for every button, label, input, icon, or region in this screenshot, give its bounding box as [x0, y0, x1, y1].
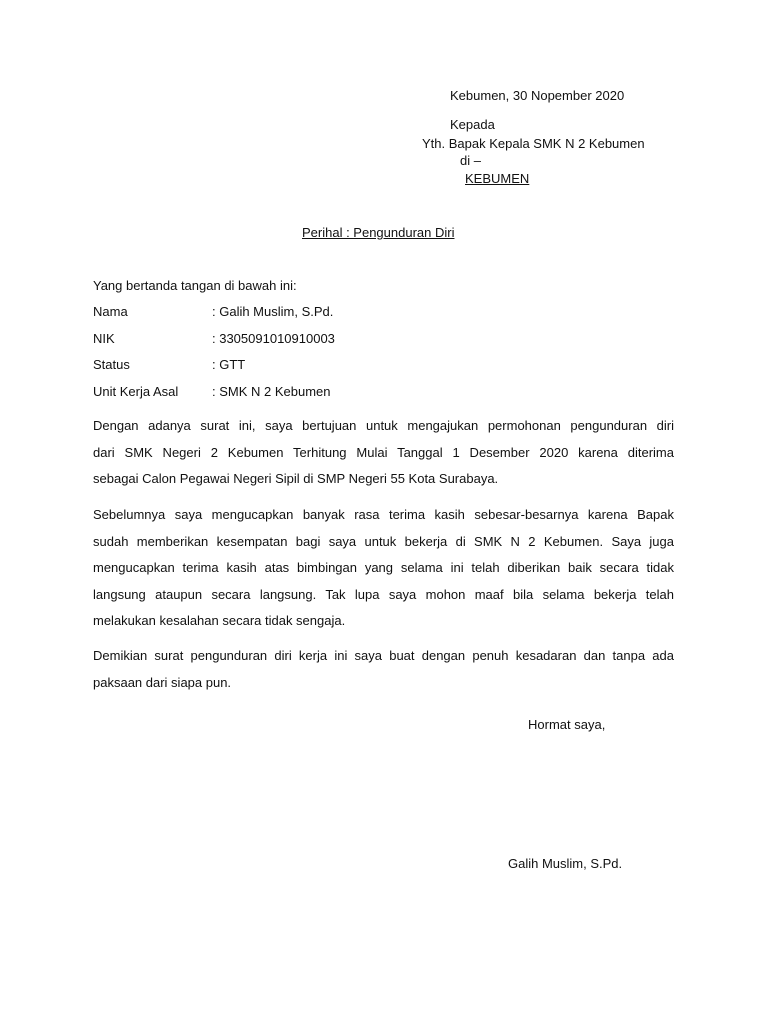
- closing-text: Hormat saya,: [528, 717, 606, 732]
- recipient-city: KEBUMEN: [465, 171, 530, 186]
- body-paragraph-3: [93, 643, 674, 696]
- paragraph-line: sudah memberikan kesempatan bagi saya untuk bekerja di SMK N 2 Kebumen. Saya juga: [93, 533, 674, 549]
- paragraph-line: Demikian surat pengunduran diri kerja ini saya buat dengan penuh kesadaran dan tanpa ada: [93, 648, 674, 663]
- field-label-status: Status: [93, 357, 130, 372]
- place-date: Kebumen, 30 Nopember 2020: [450, 88, 625, 103]
- paragraph-line: mengucapkan terima kasih atas bimbingan yang selama ini telah diberikan baik secara tidak: [93, 560, 674, 575]
- paragraph-line: Sebelumnya saya mengucapkan banyak rasa terima kasih sebesar-besarnya karena Bapak: [93, 507, 674, 522]
- body-paragraph-2: [93, 502, 674, 635]
- paragraph-line: sebagai Calon Pegawai Negeri Sipil di SMP Negeri 55 Kota Surabaya.: [93, 471, 499, 486]
- field-value-nama: : Galih Muslim, S.Pd.: [212, 304, 334, 319]
- body-paragraph-1: [93, 413, 674, 493]
- recipient-kepada: Kepada: [450, 117, 495, 132]
- field-value-status: : GTT: [212, 357, 246, 372]
- field-value-unit-kerja: : SMK N 2 Kebumen: [212, 384, 331, 399]
- paragraph-line: paksaan dari siapa pun.: [93, 674, 232, 690]
- paragraph-line: melakukan kesalahan secara tidak sengaja.: [93, 613, 346, 628]
- field-value-nik: : 3305091010910003: [212, 331, 335, 346]
- field-label-nik: NIK: [93, 331, 115, 346]
- recipient-di: di –: [460, 153, 481, 168]
- paragraph-line: langsung ataupun secara langsung. Tak lupa saya mohon maaf bila selama bekerja telah: [93, 586, 674, 602]
- paragraph-line: Dengan adanya surat ini, saya bertujuan untuk mengajukan permohonan pengunduran diri: [93, 418, 674, 433]
- letter-subject: Perihal : Pengunduran Diri: [302, 225, 455, 240]
- paragraph-line: dari SMK Negeri 2 Kebumen Terhitung Mulai Tanggal 1 Desember 2020 karena diterima: [93, 444, 674, 460]
- field-label-nama: Nama: [93, 304, 128, 319]
- intro-text: Yang bertanda tangan di bawah ini:: [93, 278, 297, 293]
- field-label-unit-kerja: Unit Kerja Asal: [93, 384, 179, 399]
- signature-name: Galih Muslim, S.Pd.: [508, 856, 623, 871]
- recipient-yth: Yth. Bapak Kepala SMK N 2 Kebumen: [422, 136, 645, 151]
